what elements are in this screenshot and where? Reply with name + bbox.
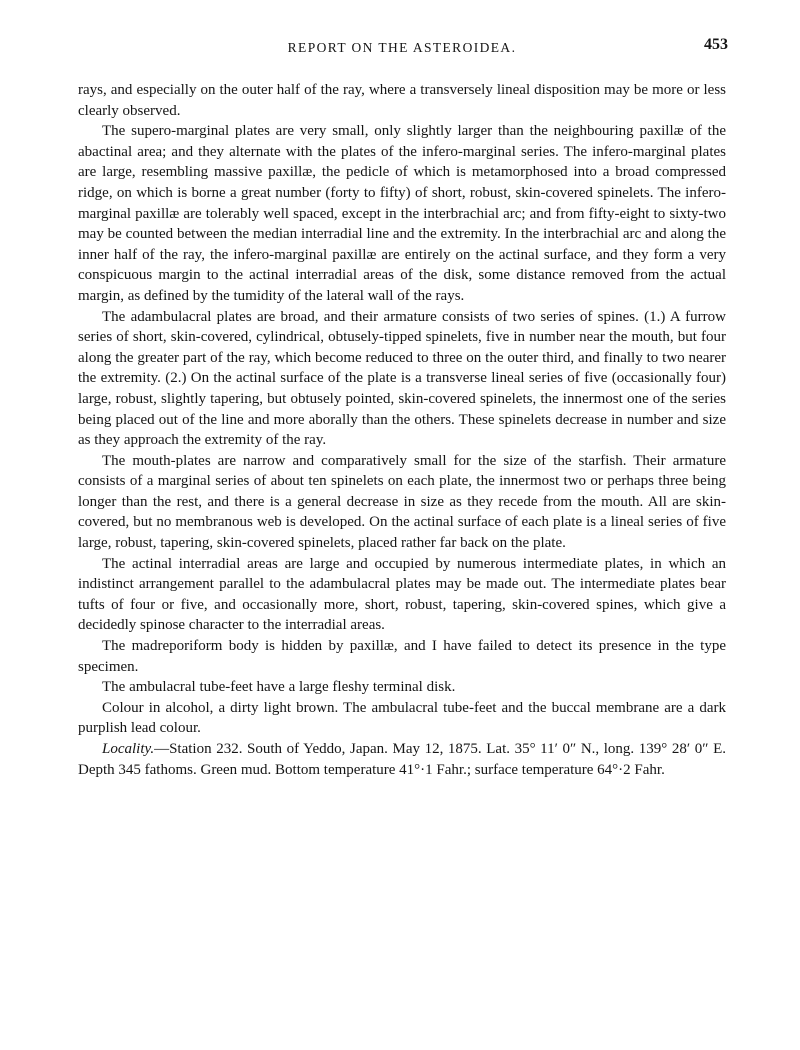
paragraph-mouth-plates: The mouth-plates are narrow and comparatively small for the size of the starfish. Their armature consists of a marginal series of about ten spinelets on each plate, the innermost two or perhaps three being longer than the rest, and there is a general decrease in size as they recede from the mouth. All are skin-covered, but no membranous web is developed. On the actinal surface of each plate is a lineal series of five large, robust, tapering, skin-covered spinelets, placed rather far back on the plate. xyxy=(78,452,726,552)
page-number: 453 xyxy=(704,36,728,53)
paragraph-marginal-plates: The supero-marginal plates are very small, only slightly larger than the neighbouring paxillæ of the abactinal area; and they alternate with the plates of the infero-marginal series. The infero-marginal plates are large, resembling massive paxillæ, the pedicle of which is metamorphosed into a broad compressed ridge, on which is borne a great number (forty to fifty) of short, robust, skin-covered spinelets. The infero-marginal paxillæ are tolerably well spaced, except in the interbrachial arc; and from fifty-eight to sixty-two may be counted between the median interradial line and the extremity. In the interbrachial arc and along the inner half of the ray, the infero-marginal paxillæ are entirely on the actinal surface, and they form a very conspicuous margin to the actinal interradial areas of the disk, some distance removed from the actual margin, as defined by the tumidity of the lateral wall of the rays. xyxy=(78,123,726,304)
locality-label: Locality. xyxy=(102,741,155,757)
paragraph-madreporiform-body: The madreporiform body is hidden by paxillæ, and I have failed to detect its presence in the type specimen. xyxy=(78,638,726,675)
running-title: REPORT ON THE ASTEROIDEA. xyxy=(287,40,517,55)
paragraph-colour: Colour in alcohol, a dirty light brown. The ambulacral tube-feet and the buccal membrane are a dark purplish lead colour. xyxy=(78,699,726,737)
paragraph-rays-continuation: rays, and especially on the outer half of the ray, where a transversely lineal disposition may be more or less clearly observed. xyxy=(78,82,726,119)
paragraph-locality xyxy=(78,739,726,780)
paragraph-adambulacral-plates: The adambulacral plates are broad, and their armature consists of two series of spines. (1.) A furrow series of short, skin-covered, cylindrical, obtusely-tipped spinelets, five in number near the mouth, but four along the greater part of the ray, which become reduced to three on the outer third, and finally to two nearer the extremity. (2.) On the actinal surface of the plate is a transverse lineal series of five (occasionally four) large, robust, slightly tapering, but obtusely pointed, skin-covered spinelets, the innermost one of the series being placed out of the line and more aborally than the others. These spinelets decrease in number and size as they approach the extremity of the ray. xyxy=(78,308,726,449)
locality-text: —Station 232. South of Yeddo, Japan. May 12, 1875. Lat. 35° 11′ 0″ N., long. 139° 28′ 0″ E. Depth 345 fathoms. Green mud. Bottom temperature 41°·1 Fahr.; surface temperature 64°·2 Fahr. xyxy=(78,741,726,778)
running-head xyxy=(78,36,728,60)
body-text xyxy=(78,80,726,780)
paragraph-tube-feet: The ambulacral tube-feet have a large fleshy terminal disk. xyxy=(102,679,456,696)
paragraph-interradial-areas: The actinal interradial areas are large and occupied by numerous intermediate plates, in which an indistinct arrangement parallel to the adambulacral plates may be made out. The intermediate plates bear tufts of four or five, and occasionally more, short, robust, tapering, skin-covered spines, which give a decidedly spinose character to the interradial areas. xyxy=(78,555,726,634)
